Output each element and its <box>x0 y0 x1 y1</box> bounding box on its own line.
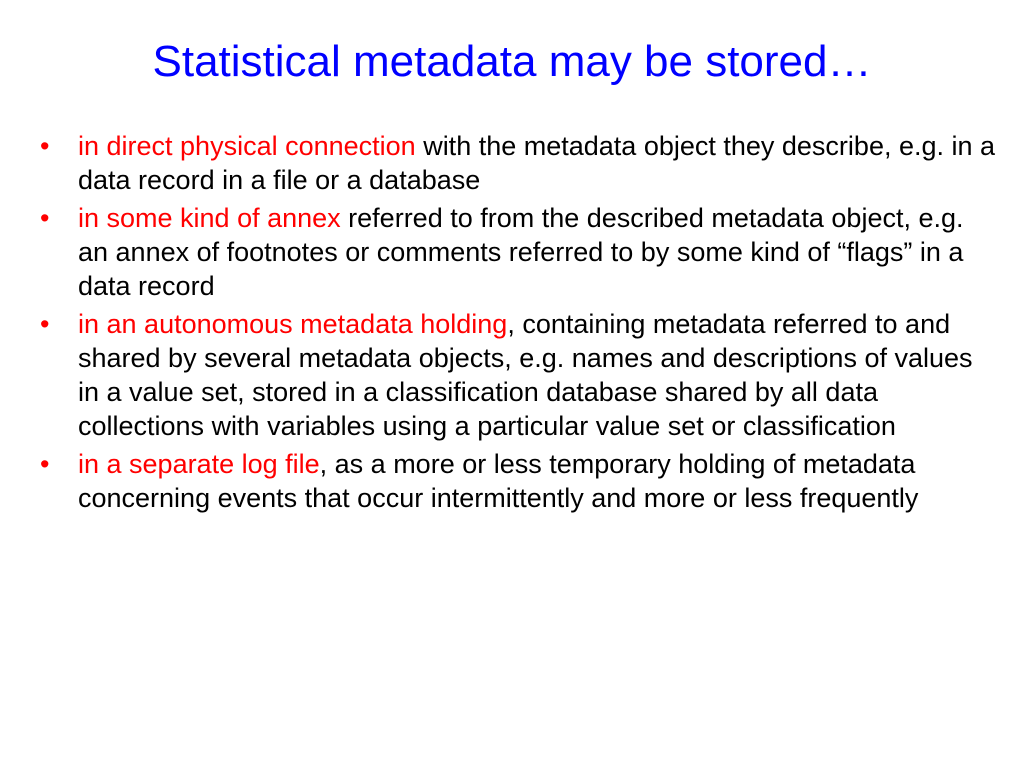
bullet-body-text: with the metadata object they describe, e.g. in a data record in a file or a database <box>78 131 996 195</box>
bullet-highlight-text: in an autonomous metadata holding <box>78 309 508 339</box>
bullet-body-text: , containing metadata referred to and shared by several metadata objects, e.g. names and descriptions of values in a value set, stored in a classification database shared by all data collections with variables using a particular value set or classification <box>78 309 973 441</box>
bullet-body-text: referred to from the described metadata object, e.g. an annex of footnotes or comments referred to by some kind of “flags” in a data record <box>78 203 964 301</box>
slide-title: Statistical metadata may be stored… <box>152 37 872 86</box>
bullet-list <box>40 129 1000 519</box>
bullet-item-direct-connection <box>40 129 1000 197</box>
bullet-item-annex <box>40 201 1000 303</box>
bullet-highlight-text: in a separate log file <box>78 449 320 479</box>
bullet-highlight-text: in direct physical connection <box>78 131 416 161</box>
bullet-dot-icon: • <box>40 309 50 339</box>
bullet-dot-icon: • <box>40 449 50 479</box>
bullet-item-autonomous-holding <box>40 307 1000 443</box>
bullet-item-log-file <box>40 447 1000 515</box>
bullet-body-text: , as a more or less temporary holding of metadata concerning events that occur intermittently and more or less frequently <box>78 449 919 513</box>
bullet-highlight-text: in some kind of annex <box>78 203 341 233</box>
bullet-dot-icon: • <box>40 203 50 233</box>
bullet-dot-icon: • <box>40 131 50 161</box>
